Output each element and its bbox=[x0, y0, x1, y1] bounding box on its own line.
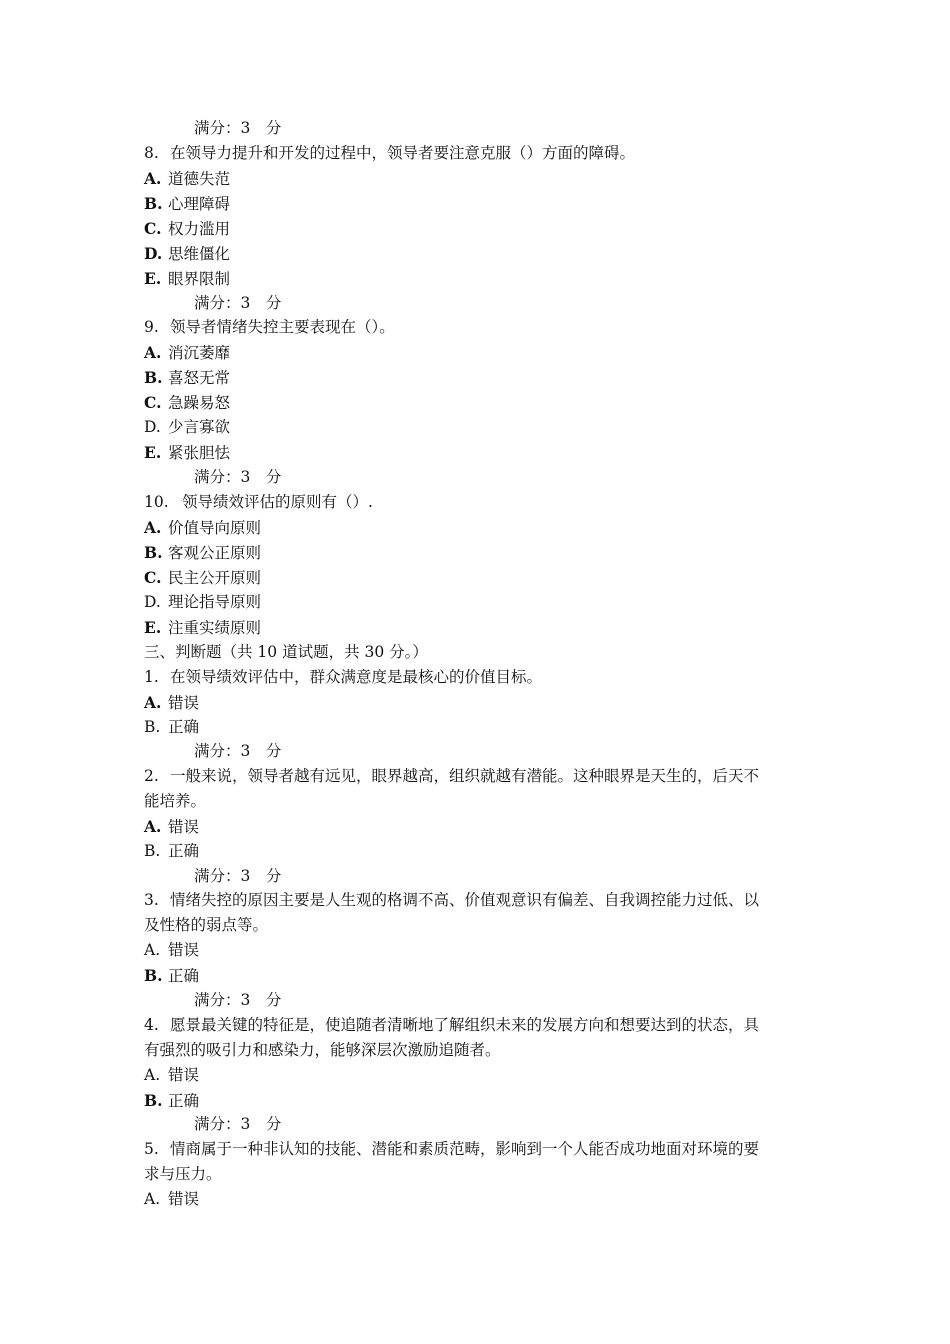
option-text: 正确 bbox=[168, 718, 200, 736]
option-letter: A. bbox=[144, 941, 161, 959]
option-text: 心理障碍 bbox=[168, 195, 231, 213]
option-10a bbox=[144, 515, 814, 540]
option-text: 少言寡欲 bbox=[168, 418, 231, 436]
score-line bbox=[194, 465, 864, 490]
option-10d bbox=[144, 590, 814, 615]
score-text: 满分：3 分 bbox=[194, 468, 282, 486]
option-text: 错误 bbox=[168, 694, 200, 712]
question-number: 9. bbox=[144, 318, 159, 336]
option-letter: A. bbox=[144, 817, 162, 836]
option-10e bbox=[144, 615, 814, 640]
question-text: 情商属于一种非认知的技能、潜能和素质范畴，影响到一个人能否成功地面对环境的要 bbox=[170, 1140, 760, 1158]
option-text: 消沉萎靡 bbox=[168, 344, 231, 362]
tf-question-4-cont bbox=[144, 1038, 814, 1063]
tf-2-option-b bbox=[144, 839, 814, 864]
option-text: 急躁易怒 bbox=[168, 394, 231, 412]
question-10 bbox=[144, 490, 814, 515]
option-letter: D. bbox=[144, 244, 163, 263]
option-letter: C. bbox=[144, 393, 162, 412]
tf-question-5-cont bbox=[144, 1162, 814, 1187]
option-8a bbox=[144, 166, 814, 191]
question-text: 愿景最关键的特征是，使追随者清晰地了解组织未来的发展方向和想要达到的状态，具 bbox=[170, 1016, 760, 1034]
option-9d bbox=[144, 415, 814, 440]
option-letter: E. bbox=[144, 443, 162, 462]
tf-question-3-cont bbox=[144, 913, 814, 938]
option-text: 注重实绩原则 bbox=[168, 619, 262, 637]
score-line bbox=[194, 864, 864, 889]
tf-1-option-a bbox=[144, 690, 814, 715]
question-number: 5. bbox=[144, 1140, 159, 1158]
option-letter: D. bbox=[144, 593, 161, 611]
option-text: 权力滥用 bbox=[168, 220, 231, 238]
option-text: 错误 bbox=[168, 1190, 200, 1208]
section-heading-text: 三、判断题（共 10 道试题，共 30 分。） bbox=[144, 643, 428, 661]
option-letter: A. bbox=[144, 1190, 161, 1208]
question-text: 一般来说，领导者越有远见，眼界越高，组织就越有潜能。这种眼界是天生的，后天不 bbox=[170, 767, 760, 785]
option-text: 眼界限制 bbox=[168, 270, 231, 288]
score-text: 满分：3 分 bbox=[194, 991, 282, 1009]
question-text: 情绪失控的原因主要是人生观的格调不高、价值观意识有偏差、自我调控能力过低、以 bbox=[170, 891, 760, 909]
option-9c bbox=[144, 390, 814, 415]
option-letter: B. bbox=[144, 1091, 163, 1110]
option-8c bbox=[144, 216, 814, 241]
question-text: 能培养。 bbox=[144, 792, 207, 810]
tf-3-option-b bbox=[144, 963, 814, 988]
option-text: 喜怒无常 bbox=[168, 369, 231, 387]
option-text: 错误 bbox=[168, 941, 200, 959]
option-letter: B. bbox=[144, 718, 161, 736]
tf-question-2-cont bbox=[144, 789, 814, 814]
option-letter: B. bbox=[144, 543, 163, 562]
score-text: 满分：3 分 bbox=[194, 119, 282, 137]
option-letter: A. bbox=[144, 693, 162, 712]
option-8d bbox=[144, 241, 814, 266]
question-text: 在领导力提升和开发的过程中，领导者要注意克服（）方面的障碍。 bbox=[170, 144, 636, 162]
question-number: 1. bbox=[144, 668, 159, 686]
option-10c bbox=[144, 565, 814, 590]
tf-5-option-a bbox=[144, 1187, 814, 1212]
option-text: 正确 bbox=[168, 842, 200, 860]
score-line bbox=[194, 988, 864, 1013]
option-text: 正确 bbox=[168, 967, 200, 985]
option-letter: A. bbox=[144, 1066, 161, 1084]
question-number: 10. bbox=[144, 493, 169, 511]
question-text: 有强烈的吸引力和感染力，能够深层次激励追随者。 bbox=[144, 1041, 501, 1059]
option-8e bbox=[144, 266, 814, 291]
tf-question-1 bbox=[144, 665, 814, 690]
section-heading bbox=[144, 640, 814, 665]
score-line bbox=[194, 116, 864, 141]
option-letter: E. bbox=[144, 618, 162, 637]
option-text: 错误 bbox=[168, 1066, 200, 1084]
question-number: 8. bbox=[144, 144, 159, 162]
option-text: 错误 bbox=[168, 818, 200, 836]
option-letter: B. bbox=[144, 368, 163, 387]
tf-question-5 bbox=[144, 1137, 814, 1162]
question-number: 4. bbox=[144, 1016, 159, 1034]
option-letter: A. bbox=[144, 518, 162, 537]
option-9a bbox=[144, 340, 814, 365]
question-number: 2. bbox=[144, 767, 159, 785]
question-number: 3. bbox=[144, 891, 159, 909]
option-letter: E. bbox=[144, 269, 162, 288]
question-text: 求与压力。 bbox=[144, 1165, 222, 1183]
score-text: 满分：3 分 bbox=[194, 294, 282, 312]
option-letter: A. bbox=[144, 169, 162, 188]
option-text: 理论指导原则 bbox=[168, 593, 262, 611]
tf-question-2 bbox=[144, 764, 814, 789]
question-text: 在领导绩效评估中，群众满意度是最核心的价值目标。 bbox=[170, 668, 543, 686]
option-9b bbox=[144, 365, 814, 390]
question-8 bbox=[144, 141, 814, 166]
option-text: 思维僵化 bbox=[168, 245, 231, 263]
score-text: 满分：3 分 bbox=[194, 867, 282, 885]
question-text: 领导绩效评估的原则有（）. bbox=[182, 493, 373, 511]
option-letter: B. bbox=[144, 966, 163, 985]
question-9 bbox=[144, 315, 814, 340]
option-10b bbox=[144, 540, 814, 565]
tf-question-4 bbox=[144, 1013, 814, 1038]
option-letter: D. bbox=[144, 418, 161, 436]
option-text: 道德失范 bbox=[168, 170, 231, 188]
option-letter: B. bbox=[144, 842, 161, 860]
score-text: 满分：3 分 bbox=[194, 742, 282, 760]
option-text: 紧张胆怯 bbox=[168, 444, 231, 462]
option-text: 客观公正原则 bbox=[168, 544, 262, 562]
option-letter: B. bbox=[144, 194, 163, 213]
option-8b bbox=[144, 191, 814, 216]
option-letter: C. bbox=[144, 219, 162, 238]
tf-3-option-a bbox=[144, 938, 814, 963]
score-line bbox=[194, 739, 864, 764]
option-letter: C. bbox=[144, 568, 162, 587]
tf-question-3 bbox=[144, 888, 814, 913]
option-letter: A. bbox=[144, 343, 162, 362]
tf-4-option-b bbox=[144, 1088, 814, 1113]
question-text: 领导者情绪失控主要表现在（）。 bbox=[170, 318, 395, 336]
option-text: 民主公开原则 bbox=[168, 569, 262, 587]
question-text: 及性格的弱点等。 bbox=[144, 916, 269, 934]
option-text: 正确 bbox=[168, 1092, 200, 1110]
option-text: 价值导向原则 bbox=[168, 519, 262, 537]
score-text: 满分：3 分 bbox=[194, 1115, 282, 1133]
tf-4-option-a bbox=[144, 1063, 814, 1088]
tf-2-option-a bbox=[144, 814, 814, 839]
score-line bbox=[194, 291, 864, 316]
option-9e bbox=[144, 440, 814, 465]
score-line bbox=[194, 1112, 864, 1137]
tf-1-option-b bbox=[144, 715, 814, 740]
